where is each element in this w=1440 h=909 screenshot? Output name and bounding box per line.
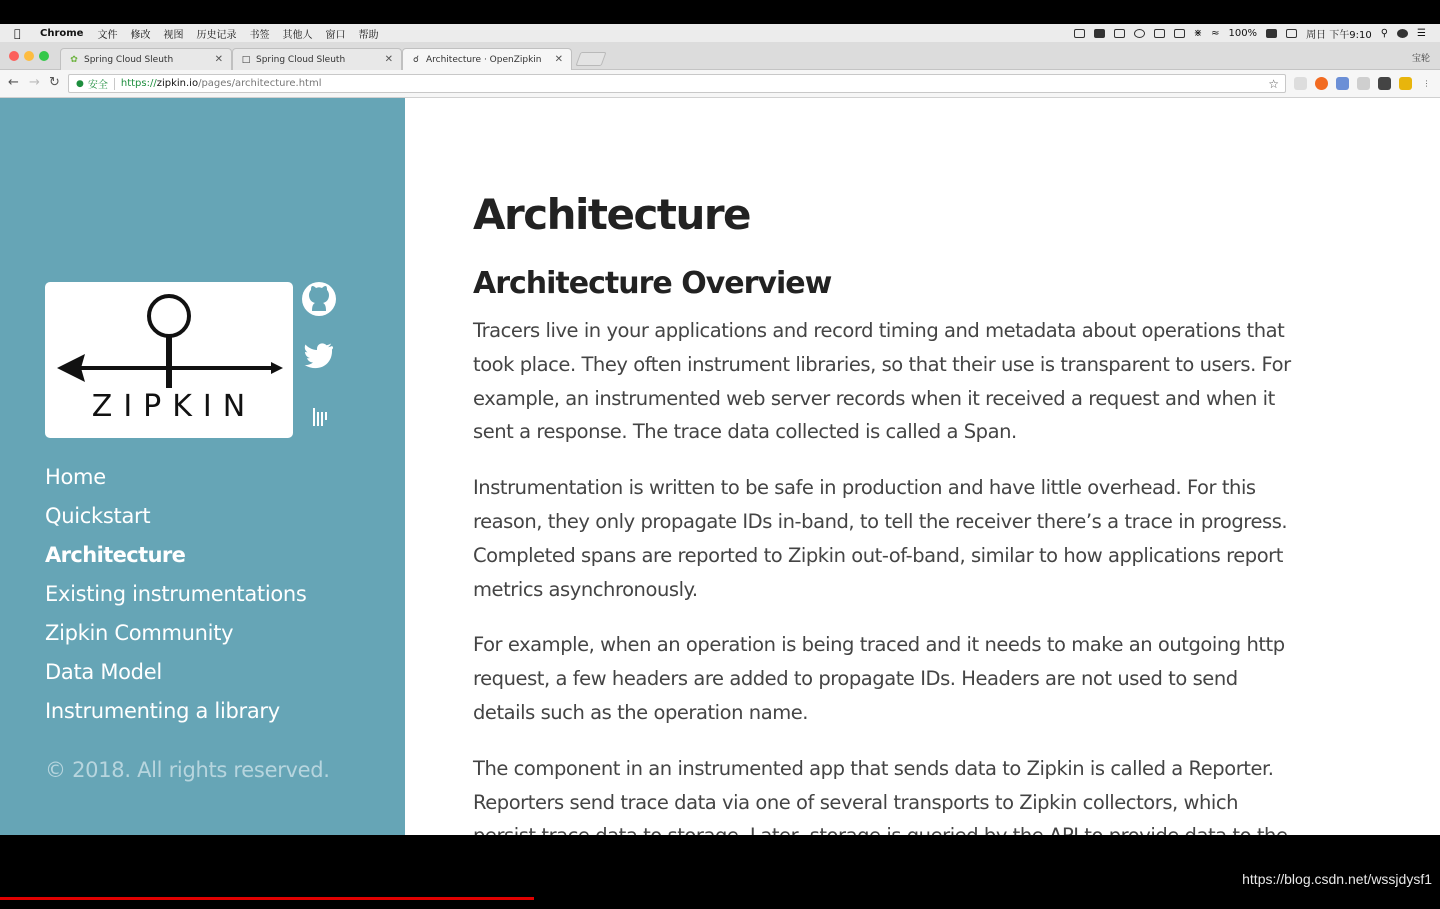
secure-label[interactable]: 安全	[87, 80, 108, 91]
video-letterbox-bottom	[0, 835, 1440, 900]
macos-menu-bar	[0, 24, 1440, 42]
nav-architecture[interactable]: Architecture	[45, 543, 186, 567]
menu-view[interactable]: 视图	[163, 29, 184, 41]
tab-close-icon[interactable]: ✕	[554, 54, 563, 65]
window-zoom-button[interactable]	[39, 51, 49, 61]
menu-file[interactable]: 文件	[97, 29, 118, 41]
tab-close-icon[interactable]: ✕	[214, 54, 223, 65]
back-arrow-icon[interactable]: ←	[8, 75, 19, 90]
video-letterbox-top	[0, 0, 1440, 24]
zipkin-logo-graphic	[45, 282, 293, 392]
twitter-icon[interactable]	[304, 342, 334, 368]
address-bar[interactable]	[68, 74, 1286, 93]
menu-bookmarks[interactable]: 书签	[249, 29, 270, 41]
url-path: /pages/architecture.html	[198, 78, 322, 89]
tab-title: Spring Cloud Sleuth	[84, 54, 174, 65]
apple-icon[interactable]	[14, 27, 32, 40]
article	[473, 190, 1303, 909]
page-viewport	[0, 98, 1440, 835]
menu-app-name[interactable]: Chrome	[40, 27, 84, 39]
wifi-icon[interactable]: ≈	[1211, 27, 1220, 39]
send-icon[interactable]	[1094, 29, 1105, 38]
zipkin-logo[interactable]	[45, 282, 293, 438]
tab-architecture-openzipkin[interactable]	[402, 48, 572, 70]
paragraph-example: For example, when an operation is being traced and it needs to make an outgoing http request, a few headers are added to propagate IDs. Headers are not used to send details such as the operation name.	[473, 633, 1285, 724]
siri-icon[interactable]	[1397, 29, 1408, 38]
browser-tab-strip	[0, 42, 1440, 70]
battery-percent: 100%	[1228, 27, 1258, 39]
new-tab-button[interactable]	[575, 52, 606, 66]
menu-history[interactable]: 历史记录	[196, 29, 237, 41]
page-icon: □	[241, 54, 251, 65]
spotlight-search-icon[interactable]: ⚲	[1380, 27, 1389, 39]
zipkin-icon: ☌	[412, 54, 420, 65]
nav-data-model[interactable]: Data Model	[45, 660, 162, 684]
window-minimize-button[interactable]	[24, 51, 34, 61]
grid-icon[interactable]	[1174, 29, 1185, 38]
clock[interactable]: 周日 下午9:10	[1306, 29, 1372, 41]
pen-extension-icon[interactable]	[1399, 77, 1412, 90]
extension-icons	[1294, 77, 1433, 90]
address-separator	[114, 78, 115, 90]
tab-close-icon[interactable]: ✕	[384, 54, 393, 65]
input-method-icon[interactable]	[1286, 29, 1297, 38]
menu-help[interactable]: 帮助	[358, 29, 379, 41]
screen-record-icon[interactable]	[1074, 29, 1085, 38]
menu-people[interactable]: 其他人	[282, 29, 313, 41]
menu-bar-status-area	[1074, 24, 1426, 42]
nav-zipkin-community[interactable]: Zipkin Community	[45, 621, 234, 645]
spring-leaf-icon: ✿	[70, 54, 78, 65]
clipboard-icon[interactable]	[1114, 29, 1125, 38]
url-scheme: https://	[120, 78, 157, 89]
grid-extension-icon[interactable]	[1357, 77, 1370, 90]
section-heading: Architecture Overview	[473, 266, 832, 301]
notification-center-icon[interactable]: ☰	[1417, 27, 1426, 39]
evernote-extension-icon[interactable]	[1378, 77, 1391, 90]
nav-quickstart[interactable]: Quickstart	[45, 504, 151, 528]
battery-icon[interactable]	[1266, 29, 1277, 38]
chrome-menu-icon[interactable]: ⋮	[1422, 79, 1431, 88]
profile-name[interactable]: 宝轮	[1411, 54, 1430, 64]
nav-home[interactable]: Home	[45, 465, 106, 489]
video-progress-bar[interactable]	[0, 897, 534, 900]
tab-title: Architecture · OpenZipkin	[426, 54, 542, 65]
sidebar	[0, 98, 405, 835]
red-extension-icon[interactable]	[1315, 77, 1328, 90]
browser-toolbar	[0, 70, 1440, 98]
lock-icon[interactable]: ●	[76, 78, 84, 89]
bookmark-star-icon[interactable]: ☆	[1268, 77, 1279, 91]
github-icon[interactable]	[300, 280, 338, 318]
page-title: Architecture	[473, 190, 751, 239]
window-icon[interactable]	[1154, 29, 1165, 38]
window-close-button[interactable]	[9, 51, 19, 61]
menu-window[interactable]: 窗口	[325, 29, 346, 41]
jh-extension-icon[interactable]	[1336, 77, 1349, 90]
paragraph-tracers: Tracers live in your applications and record timing and metadata about operations that took place. They often instrument libraries, so that their use is transparent to users. For example, an instrumented web server records when it received a request and when it sent a response. The trace data collected is called a Span.	[473, 319, 1291, 444]
reload-icon[interactable]: ↻	[49, 75, 60, 90]
nav-existing-instrumentations[interactable]: Existing instrumentations	[45, 582, 307, 606]
tab-spring-cloud-sleuth-1[interactable]	[60, 48, 232, 70]
paragraph-reporter: The component in an instrumented app that sends data to Zipkin is called a Reporter. Reporters send trace data via one of several transports to Zipkin collectors, which	[473, 756, 1274, 814]
menu-edit[interactable]: 修改	[130, 29, 151, 41]
gitter-icon[interactable]	[310, 404, 328, 430]
forward-arrow-icon[interactable]: →	[29, 75, 40, 90]
nav-instrumenting-a-library[interactable]: Instrumenting a library	[45, 699, 280, 723]
cloud-icon[interactable]	[1134, 29, 1145, 38]
watermark: https://blog.csdn.net/wssjdysf1	[1242, 871, 1432, 887]
sidebar-nav	[45, 462, 307, 735]
copyright: © 2018. All rights reserved.	[45, 758, 330, 782]
url-host: zipkin.io	[156, 78, 199, 89]
logo-wordmark: ZIPKIN	[91, 389, 257, 424]
bluetooth-icon[interactable]: ⋇	[1193, 27, 1203, 39]
tab-spring-cloud-sleuth-2[interactable]	[232, 48, 402, 70]
paragraph-instrumentation: Instrumentation is written to be safe in production and have little overhead. For this reason, they only propagate IDs in-band, to tell the receiver there’s a trace in progress. Completed spans are reported to Zipkin out-of-band, similar to how applications report metrics asynchronously.	[473, 476, 1288, 601]
shield-extension-icon[interactable]	[1294, 77, 1307, 90]
tab-title: Spring Cloud Sleuth	[256, 54, 346, 65]
